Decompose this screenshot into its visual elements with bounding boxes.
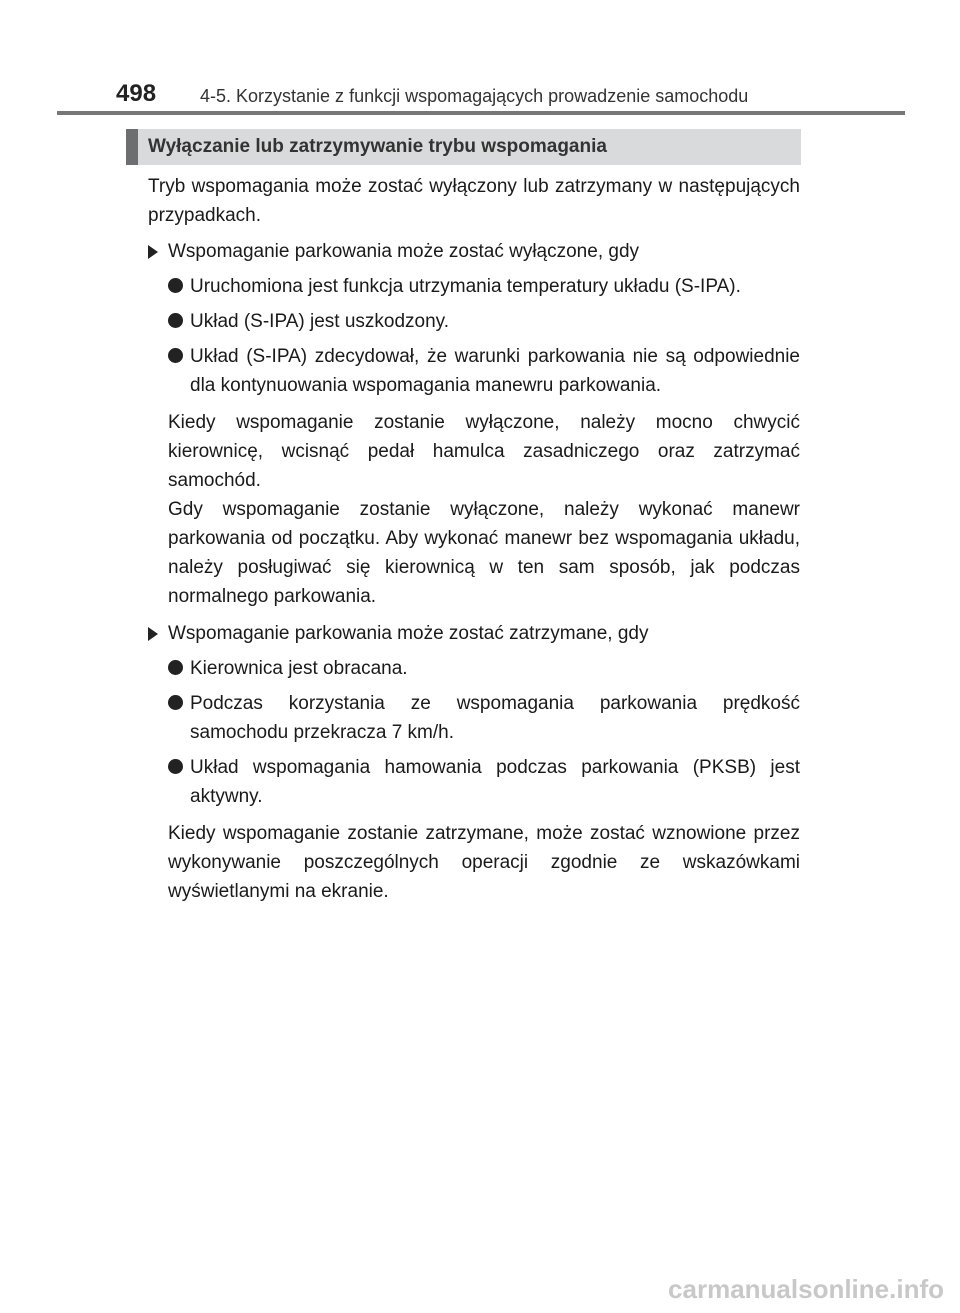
- note-paragraph: Kiedy wspomaganie zostanie wyłączone, należy mocno chwycić kierownicę, wcisnąć pedał hamulca zasadniczego oraz zatrzymać samochód.: [168, 412, 800, 491]
- condition-heading: [148, 619, 800, 648]
- page-number: 498: [116, 80, 157, 107]
- note-paragraph: Kiedy wspomaganie zostanie zatrzymane, może zostać wznowione przez wykonywanie poszczególnych operacji zgodnie ze wskazówkami wyświetlanymi na ekranie.: [168, 823, 800, 902]
- list-item-text: Podczas korzystania ze wspomagania parkowania prędkość samochodu przekracza 7 km/h.: [190, 693, 800, 743]
- condition-heading-text: Wspomaganie parkowania może zostać wyłączone, gdy: [168, 241, 640, 262]
- circle-bullet-icon: [168, 348, 183, 363]
- list-item: [168, 342, 800, 400]
- section-content: [148, 172, 800, 912]
- circle-bullet-icon: [168, 759, 183, 774]
- list-item: [168, 689, 800, 747]
- condition-list: [168, 654, 800, 811]
- condition-heading-text: Wspomaganie parkowania może zostać zatrzymane, gdy: [168, 623, 649, 644]
- condition-list: [168, 272, 800, 400]
- triangle-bullet-icon: [148, 245, 158, 259]
- list-item: [168, 654, 800, 683]
- circle-bullet-icon: [168, 313, 183, 328]
- watermark: carmanualsonline.info: [668, 1274, 944, 1304]
- intro-paragraph: Tryb wspomagania może zostać wyłączony lub zatrzymany w następujących przypadkach.: [148, 176, 800, 226]
- list-item-text: Układ wspomagania hamowania podczas parkowania (PKSB) jest aktywny.: [190, 757, 800, 807]
- circle-bullet-icon: [168, 695, 183, 710]
- condition-heading: [148, 237, 800, 266]
- list-item: [168, 307, 800, 336]
- section-heading-bar: [126, 129, 801, 165]
- list-item-text: Układ (S-IPA) jest uszkodzony.: [190, 311, 450, 332]
- circle-bullet-icon: [168, 278, 183, 293]
- list-item: [168, 272, 800, 301]
- header-divider: [57, 111, 905, 115]
- section-title: Wyłączanie lub zatrzymywanie trybu wspomagania: [148, 136, 607, 157]
- list-item-text: Uruchomiona jest funkcja utrzymania temperatury układu (S-IPA).: [190, 276, 741, 297]
- list-item: [168, 753, 800, 811]
- note-paragraph: Gdy wspomaganie zostanie wyłączone, należy wykonać manewr parkowania od początku. Aby wykonać manewr bez wspomagania układu, należy posługiwać się kierownicą w ten sam sposób, jak podczas normalnego parkowania.: [168, 499, 800, 607]
- circle-bullet-icon: [168, 660, 183, 675]
- list-item-text: Układ (S-IPA) zdecydował, że warunki parkowania nie są odpowiednie dla kontynuowania wspomagania manewru parkowania.: [190, 346, 800, 396]
- list-item-text: Kierownica jest obracana.: [190, 658, 408, 679]
- chapter-title: 4-5. Korzystanie z funkcji wspomagających prowadzenie samochodu: [200, 86, 749, 106]
- triangle-bullet-icon: [148, 627, 158, 641]
- page-header: [116, 78, 906, 114]
